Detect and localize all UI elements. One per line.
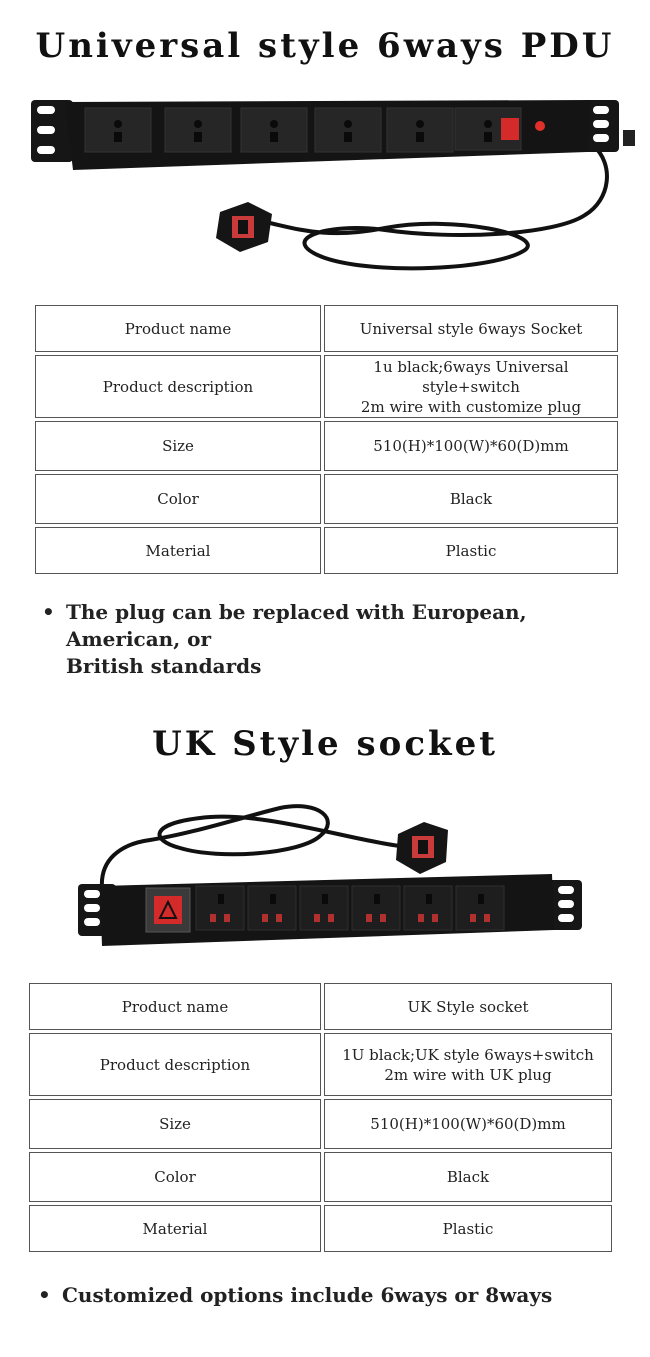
uk-pdu-photo [70, 800, 590, 952]
note-line: Customized options include 6ways or 8ways [62, 1283, 553, 1307]
spec-value: Plastic [324, 527, 618, 574]
spec-value: 1u black;6ways Universal style+switch 2m wire with customize plug [324, 355, 618, 418]
universal-pdu-photo [25, 90, 640, 290]
spec-value: UK Style socket [324, 983, 612, 1030]
section-1-title: Universal style 6ways PDU [35, 26, 615, 66]
spec-row-color [35, 474, 618, 524]
spec-label: Size [29, 1099, 321, 1149]
note-line: British standards [66, 654, 262, 678]
spec-label: Product description [29, 1033, 321, 1096]
spec-label: Color [35, 474, 321, 524]
spec-label: Material [29, 1205, 321, 1252]
spec-row-product-name [29, 983, 612, 1030]
spec-row-size [29, 1099, 612, 1149]
spec-value: Universal style 6ways Socket [324, 305, 618, 352]
spec-label: Product name [29, 983, 321, 1030]
spec-label: Product name [35, 305, 321, 352]
bullet-icon: • [42, 600, 55, 624]
section-1-note [42, 599, 632, 678]
note-line: The plug can be replaced with European, American, or [66, 600, 527, 651]
spec-value: Plastic [324, 1205, 612, 1252]
spec-label: Product description [35, 355, 321, 418]
spec-row-color [29, 1152, 612, 1202]
spec-value: 510(H)*100(W)*60(D)mm [324, 1099, 612, 1149]
spec-table-1 [32, 302, 621, 577]
spec-row-product-description [35, 355, 618, 418]
spec-row-product-description [29, 1033, 612, 1096]
spec-value: Black [324, 1152, 612, 1202]
spec-label: Color [29, 1152, 321, 1202]
spec-table-2 [26, 980, 615, 1255]
section-2-note [38, 1282, 638, 1312]
spec-row-size [35, 421, 618, 471]
section-2-title: UK Style socket [152, 724, 498, 764]
spec-value: 510(H)*100(W)*60(D)mm [324, 421, 618, 471]
spec-label: Size [35, 421, 321, 471]
spec-value: 1U black;UK style 6ways+switch 2m wire with UK plug [324, 1033, 612, 1096]
spec-row-product-name [35, 305, 618, 352]
spec-value: Black [324, 474, 618, 524]
bullet-icon: • [38, 1283, 51, 1307]
spec-label: Material [35, 527, 321, 574]
spec-row-material [29, 1205, 612, 1252]
spec-row-material [35, 527, 618, 574]
